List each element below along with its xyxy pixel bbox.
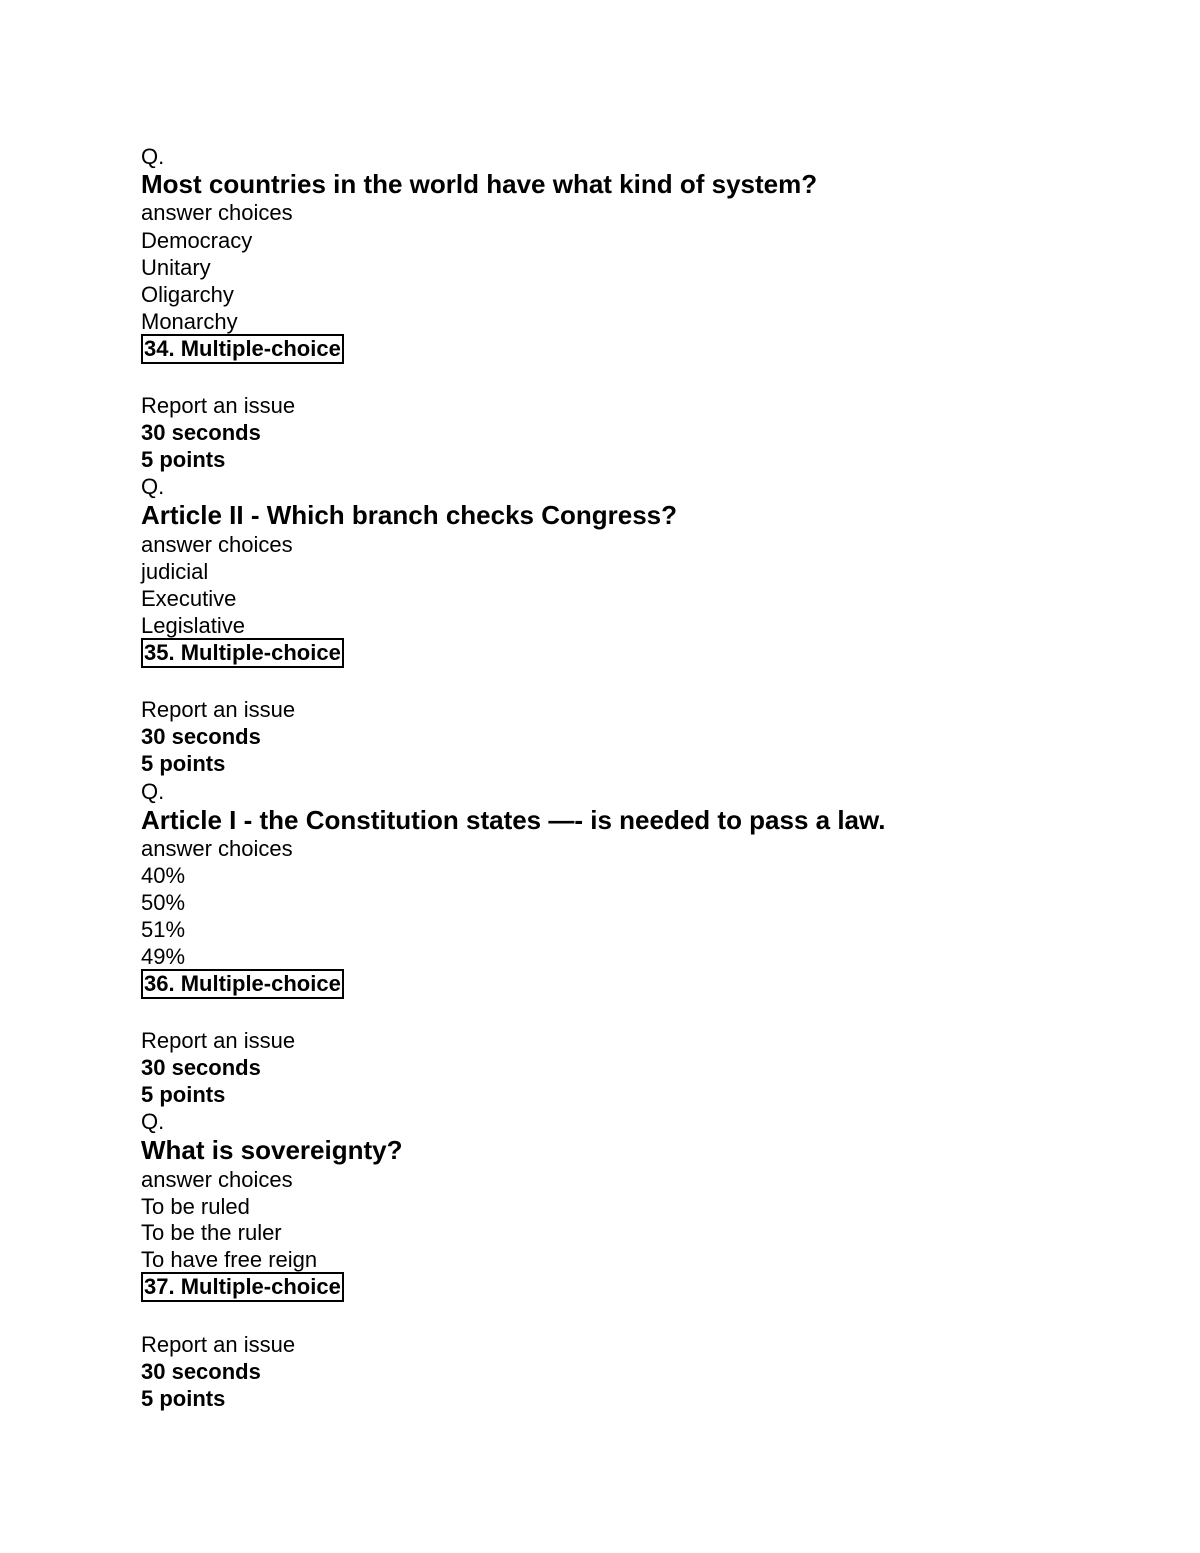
- question-label: Q.: [141, 779, 165, 804]
- points: 5 points: [141, 447, 226, 472]
- question-label: Q.: [141, 474, 165, 499]
- question-title: Article II - Which branch checks Congress?: [141, 500, 678, 530]
- report-issue-link[interactable]: Report an issue: [141, 1028, 296, 1053]
- time-limit: 30 seconds: [141, 724, 261, 749]
- answer-choice[interactable]: Legislative: [141, 613, 245, 638]
- answer-choice[interactable]: Monarchy: [141, 309, 238, 334]
- answer-choices-label: answer choices: [141, 836, 293, 861]
- answer-choices-label: answer choices: [141, 532, 293, 557]
- question-title: What is sovereignty?: [141, 1135, 403, 1165]
- question-type-badge: 34. Multiple-choice: [141, 334, 344, 364]
- answer-choice[interactable]: Democracy: [141, 228, 253, 253]
- time-limit: 30 seconds: [141, 1359, 261, 1384]
- answer-choice[interactable]: Unitary: [141, 255, 211, 280]
- points: 5 points: [141, 1082, 226, 1107]
- report-issue-link[interactable]: Report an issue: [141, 393, 296, 418]
- answer-choice[interactable]: To have free reign: [141, 1247, 318, 1272]
- question-title: Article I - the Constitution states —- is needed to pass a law.: [141, 805, 886, 835]
- answer-choice[interactable]: To be the ruler: [141, 1220, 282, 1245]
- time-limit: 30 seconds: [141, 1055, 261, 1080]
- answer-choices-label: answer choices: [141, 200, 293, 225]
- time-limit: 30 seconds: [141, 420, 261, 445]
- question-type-badge: 35. Multiple-choice: [141, 638, 344, 668]
- answer-choice[interactable]: 49%: [141, 944, 186, 969]
- answer-choices-label: answer choices: [141, 1167, 293, 1192]
- question-label: Q.: [141, 144, 165, 169]
- answer-choice[interactable]: Oligarchy: [141, 282, 234, 307]
- answer-choice[interactable]: To be ruled: [141, 1194, 250, 1219]
- report-issue-link[interactable]: Report an issue: [141, 1332, 296, 1357]
- question-title: Most countries in the world have what kind of system?: [141, 169, 818, 199]
- question-type-badge: 36. Multiple-choice: [141, 969, 344, 999]
- question-type-badge: 37. Multiple-choice: [141, 1272, 344, 1302]
- answer-choice[interactable]: 51%: [141, 917, 186, 942]
- points: 5 points: [141, 751, 226, 776]
- question-label: Q.: [141, 1109, 165, 1134]
- answer-choice[interactable]: 40%: [141, 863, 186, 888]
- answer-choice[interactable]: judicial: [141, 559, 209, 584]
- answer-choice[interactable]: Executive: [141, 586, 237, 611]
- points: 5 points: [141, 1386, 226, 1411]
- report-issue-link[interactable]: Report an issue: [141, 697, 296, 722]
- answer-choice[interactable]: 50%: [141, 890, 186, 915]
